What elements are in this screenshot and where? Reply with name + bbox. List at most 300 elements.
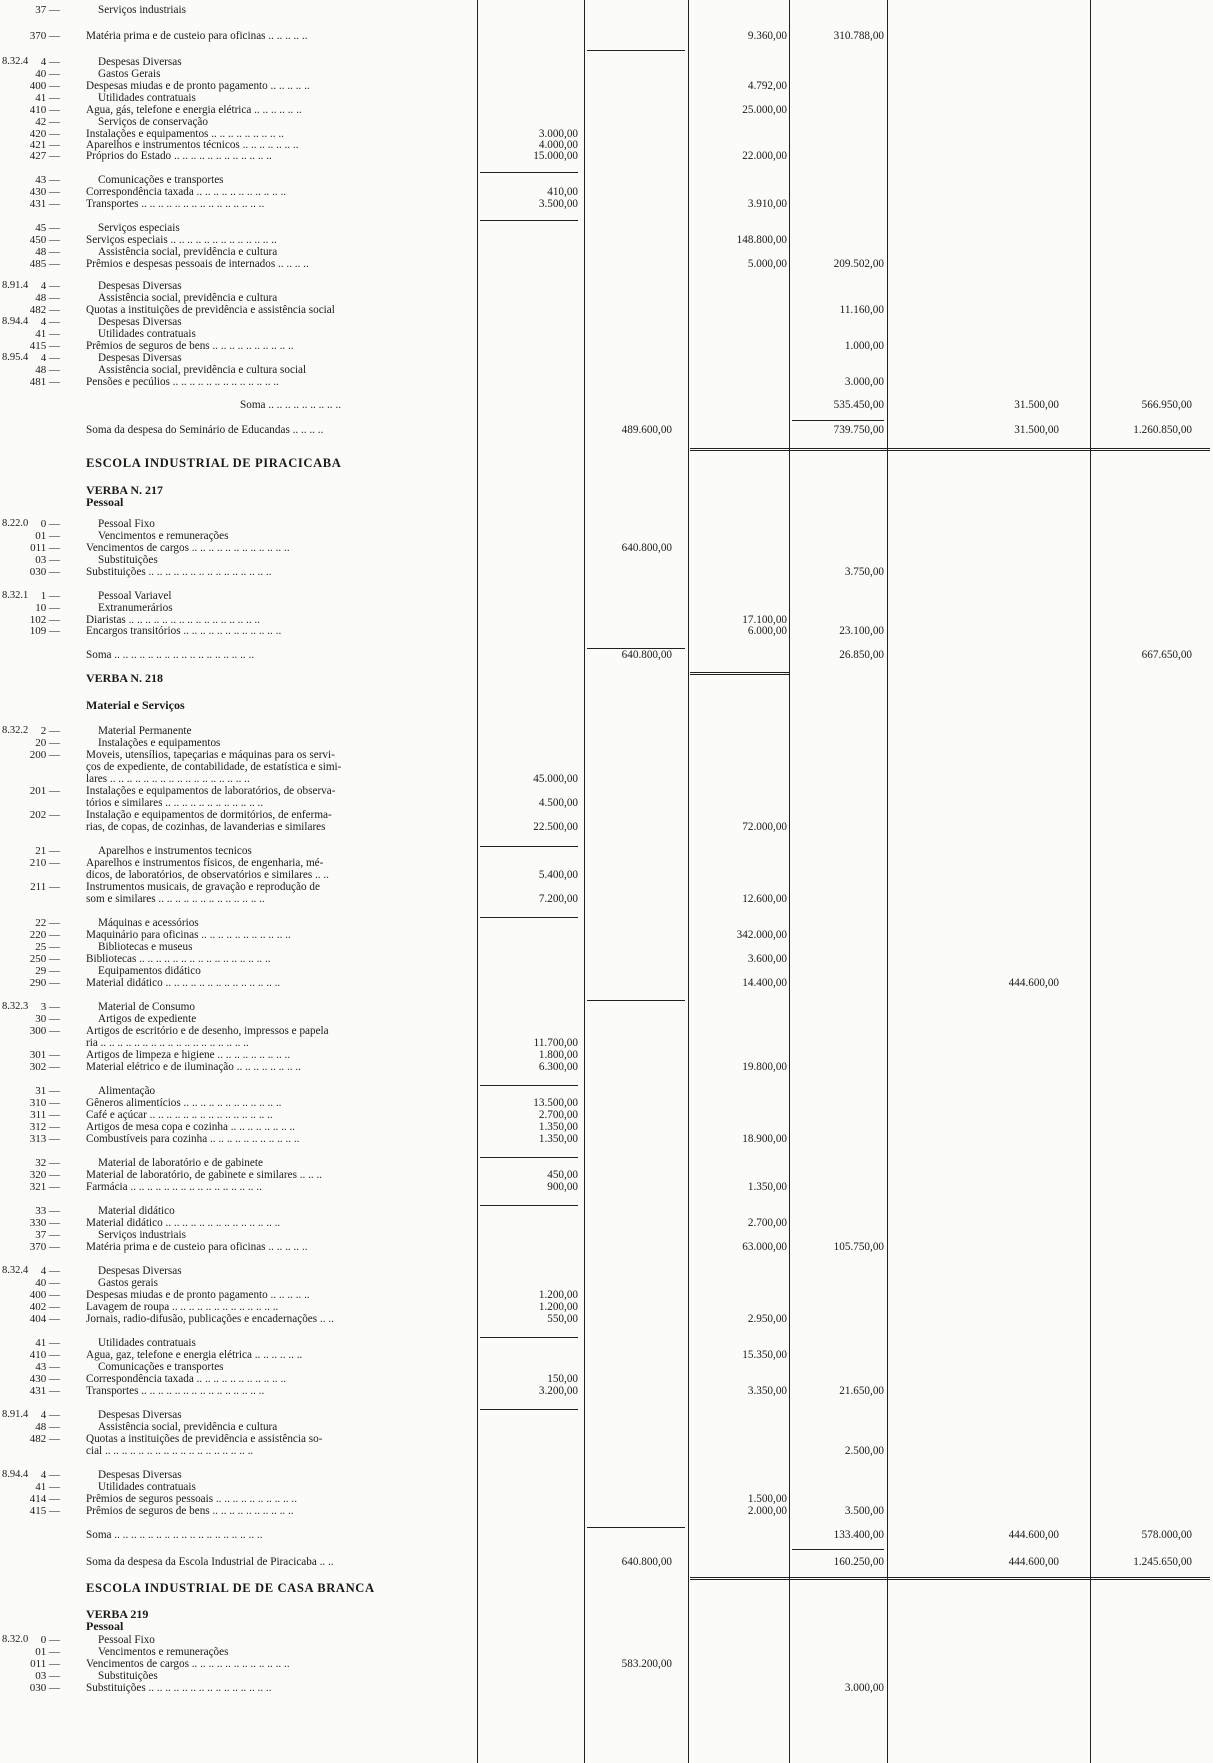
subtotal-rule bbox=[792, 420, 884, 421]
section-code: 8.91.4 bbox=[2, 1409, 29, 1420]
amount-col-1: 3.000,00 bbox=[538, 128, 578, 140]
amount-col-3: 148.800,00 bbox=[736, 234, 787, 246]
amount-col-3: 2.950,00 bbox=[747, 1313, 787, 1325]
amount-col-5: 444.600,00 bbox=[1008, 1529, 1059, 1541]
item-description: Transportes .. .. .. .. .. .. .. .. .. .. .. .. .. .. .. bbox=[86, 1385, 265, 1397]
item-code: 400 — bbox=[29, 80, 60, 92]
item-description: Vencimentos e remunerações bbox=[98, 530, 229, 542]
item-code: 421 — bbox=[29, 139, 60, 151]
item-code: 404 — bbox=[29, 1313, 60, 1325]
amount-col-4: 23.100,00 bbox=[839, 625, 884, 637]
ledger-row bbox=[0, 1384, 1213, 1398]
amount-col-1: 13.500,00 bbox=[533, 1097, 578, 1109]
item-code: 370 — bbox=[29, 30, 60, 42]
amount-col-3: 15.350,00 bbox=[742, 1349, 787, 1361]
item-code: 21 — bbox=[35, 845, 60, 857]
item-code: 43 — bbox=[35, 174, 60, 186]
item-description: Utilidades contratuais bbox=[98, 1337, 196, 1349]
ledger-row bbox=[0, 29, 1213, 43]
item-code: 312 — bbox=[29, 1121, 60, 1133]
amount-col-6: 578.000,00 bbox=[1141, 1529, 1192, 1541]
item-code: 430 — bbox=[29, 1373, 60, 1385]
item-description: Farmácia .. .. .. .. .. .. .. .. .. .. .. .. .. .. .. .. bbox=[86, 1181, 262, 1193]
item-code: 481 — bbox=[29, 376, 60, 388]
amount-col-3: 4.792,00 bbox=[747, 80, 787, 92]
item-description: Instalações e equipamentos bbox=[98, 737, 221, 749]
item-description: Extranumerários bbox=[98, 602, 173, 614]
amount-col-3: 63.000,00 bbox=[742, 1241, 787, 1253]
amount-col-3: 17.100,00 bbox=[742, 614, 787, 626]
amount-col-3: 5.000,00 bbox=[747, 258, 787, 270]
item-description: Assistência social, previdência e cultura social bbox=[98, 364, 307, 376]
ledger-row bbox=[0, 375, 1213, 389]
amount-col-1: 2.700,00 bbox=[538, 1109, 578, 1121]
amount-col-3: 9.360,00 bbox=[747, 30, 787, 42]
ledger-row bbox=[0, 398, 1213, 412]
ledger-row bbox=[0, 456, 1213, 470]
item-code: 31 — bbox=[35, 1085, 60, 1097]
item-description: Despesas miudas e de pronto pagamento .. .. .. .. .. bbox=[86, 80, 310, 92]
item-code: 48 — bbox=[35, 1421, 60, 1433]
item-description: Bibliotecas .. .. .. .. .. .. .. .. .. .. .. .. .. .. .. .. bbox=[86, 953, 271, 965]
amount-col-4: 21.650,00 bbox=[839, 1385, 884, 1397]
item-code: 4 — bbox=[40, 1469, 60, 1481]
item-description: Vencimentos de cargos .. .. .. .. .. .. .. .. .. .. .. .. bbox=[86, 1658, 290, 1670]
total-rule bbox=[690, 1577, 1210, 1580]
item-description: Pessoal Fixo bbox=[98, 518, 155, 530]
item-code: 011 — bbox=[30, 1658, 60, 1670]
item-code: 311 — bbox=[30, 1109, 60, 1121]
ledger-row bbox=[0, 1132, 1213, 1146]
amount-col-3: 1.350,00 bbox=[747, 1181, 787, 1193]
item-code: 3 — bbox=[40, 1001, 60, 1013]
item-description: Agua, gás, telefone e energia elétrica .. .. .. .. .. .. bbox=[86, 104, 302, 116]
amount-col-1: 410,00 bbox=[547, 186, 578, 198]
section-code: 8.32.4 bbox=[2, 56, 29, 67]
item-description: VERBA N. 218 bbox=[86, 671, 164, 685]
amount-col-4: 11.160,00 bbox=[839, 304, 884, 316]
amount-col-5: 31.500,00 bbox=[1014, 424, 1059, 436]
ledger-row bbox=[0, 1060, 1213, 1074]
item-code: 310 — bbox=[29, 1097, 60, 1109]
amount-col-6: 667.650,00 bbox=[1141, 649, 1192, 661]
item-description: Despesas Diversas bbox=[98, 352, 182, 364]
item-description: Serviços de conservação bbox=[98, 116, 208, 128]
item-description: Soma .. .. .. .. .. .. .. .. .. .. .. .. .. .. .. .. .. .. bbox=[86, 1529, 263, 1541]
amount-col-3: 12.600,00 bbox=[742, 893, 787, 905]
item-description: Vencimentos de cargos .. .. .. .. .. .. .. .. .. .. .. .. bbox=[86, 542, 290, 554]
item-code: 290 — bbox=[29, 977, 60, 989]
item-code: 415 — bbox=[29, 1505, 60, 1517]
item-description: Serviços industriais bbox=[98, 1229, 186, 1241]
item-description: Prêmios de seguros de bens .. .. .. .. .. .. .. .. .. .. bbox=[86, 1505, 294, 1517]
item-code: 32 — bbox=[35, 1157, 60, 1169]
item-description: dicos, de laboratórios, de observatórios e similares .. .. bbox=[86, 869, 329, 881]
item-code: 4 — bbox=[40, 316, 60, 328]
item-description: Correspondência taxada .. .. .. .. .. .. .. .. .. .. .. bbox=[86, 1373, 287, 1385]
item-description: Material didático .. .. .. .. .. .. .. .. .. .. .. .. .. .. bbox=[86, 1217, 281, 1229]
amount-col-1: 11.700,00 bbox=[533, 1037, 578, 1049]
item-description: Pessoal Fixo bbox=[98, 1634, 155, 1646]
amount-col-3: 22.000,00 bbox=[742, 150, 787, 162]
item-description: Material didático bbox=[98, 1205, 175, 1217]
item-code: 450 — bbox=[29, 234, 60, 246]
item-description: Combustíveis para cozinha .. .. .. .. .. .. .. .. .. .. .. bbox=[86, 1133, 300, 1145]
item-description: Artigos de expediente bbox=[98, 1013, 197, 1025]
item-code: 300 — bbox=[29, 1025, 60, 1037]
amount-col-1: 3.200,00 bbox=[538, 1385, 578, 1397]
item-description: Material de laboratório e de gabinete bbox=[98, 1157, 263, 1169]
amount-col-5: 31.500,00 bbox=[1014, 399, 1059, 411]
amount-col-1: 150,00 bbox=[547, 1373, 578, 1385]
item-description: Utilidades contratuais bbox=[98, 328, 196, 340]
amount-col-1: 900,00 bbox=[547, 1181, 578, 1193]
amount-col-1: 1.800,00 bbox=[538, 1049, 578, 1061]
item-description: Material elétrico e de iluminação .. .. .. .. .. .. .. .. bbox=[86, 1061, 301, 1073]
item-description: cial .. .. .. .. .. .. .. .. .. .. .. .. .. .. .. .. .. .. bbox=[86, 1445, 254, 1457]
amount-col-1: 45.000,00 bbox=[533, 773, 578, 785]
item-code: 03 — bbox=[35, 554, 60, 566]
item-description: Despesas miudas e de pronto pagamento .. .. .. .. .. bbox=[86, 1289, 310, 1301]
amount-col-3: 19.800,00 bbox=[742, 1061, 787, 1073]
item-code: 109 — bbox=[29, 625, 60, 637]
item-code: 41 — bbox=[35, 1481, 60, 1493]
amount-col-1: 1.200,00 bbox=[538, 1301, 578, 1313]
ledger-row bbox=[0, 197, 1213, 211]
item-description: Pensões e pecúlios .. .. .. .. .. .. .. .. .. .. .. .. .. bbox=[86, 376, 279, 388]
item-code: 41 — bbox=[35, 328, 60, 340]
item-description: Quotas a instituições de previdência e assistência social bbox=[86, 304, 335, 316]
item-description: Soma .. .. .. .. .. .. .. .. .. bbox=[240, 399, 341, 411]
amount-col-3: 3.910,00 bbox=[747, 198, 787, 210]
item-description: Moveis, utensílios, tapeçarias e máquinas para os servi- bbox=[86, 749, 335, 761]
amount-col-5: 444.600,00 bbox=[1008, 977, 1059, 989]
item-code: 41 — bbox=[35, 1337, 60, 1349]
item-description: Aparelhos e instrumentos técnicos .. .. .. .. .. .. .. bbox=[86, 139, 299, 151]
item-code: 42 — bbox=[35, 116, 60, 128]
amount-col-3: 14.400,00 bbox=[742, 977, 787, 989]
item-description: VERBA N. 217 bbox=[86, 483, 164, 497]
amount-col-3: 25.000,00 bbox=[742, 104, 787, 116]
item-code: 20 — bbox=[35, 737, 60, 749]
amount-col-1: 1.350,00 bbox=[538, 1121, 578, 1133]
amount-col-1: 15.000,00 bbox=[533, 150, 578, 162]
ledger-row bbox=[0, 976, 1213, 990]
item-description: Prêmios de seguros de bens .. .. .. .. .. .. .. .. .. .. bbox=[86, 340, 294, 352]
section-code: 8.94.4 bbox=[2, 1469, 29, 1480]
item-code: 33 — bbox=[35, 1205, 60, 1217]
ledger-row bbox=[0, 671, 1213, 685]
item-code: 420 — bbox=[29, 128, 60, 140]
item-description: Utilidades contratuais bbox=[98, 1481, 196, 1493]
item-code: 313 — bbox=[29, 1133, 60, 1145]
amount-col-1: 5.400,00 bbox=[538, 869, 578, 881]
item-code: 0 — bbox=[40, 518, 60, 530]
item-code: 210 — bbox=[29, 857, 60, 869]
item-description: ria .. .. .. .. .. .. .. .. .. .. .. .. .. .. .. .. .. .. bbox=[86, 1037, 249, 1049]
amount-col-3: 1.500,00 bbox=[747, 1493, 787, 1505]
item-description: Gêneros alimentícios .. .. .. .. .. .. .. .. .. .. .. .. bbox=[86, 1097, 282, 1109]
item-code: 4 — bbox=[40, 1409, 60, 1421]
amount-col-4: 3.500,00 bbox=[844, 1505, 884, 1517]
item-description: Despesas Diversas bbox=[98, 1265, 182, 1277]
section-code: 8.22.0 bbox=[2, 518, 29, 529]
item-description: Serviços especiais .. .. .. .. .. .. .. .. .. .. .. .. .. bbox=[86, 234, 277, 246]
item-description: Matéria prima e de custeio para oficinas .. .. .. .. .. bbox=[86, 30, 308, 42]
amount-col-2: 640.800,00 bbox=[621, 1556, 672, 1568]
item-description: Comunicações e transportes bbox=[98, 1361, 224, 1373]
item-description: Equipamentos didático bbox=[98, 965, 201, 977]
item-description: Próprios do Estado .. .. .. .. .. .. .. .. .. .. .. .. bbox=[86, 150, 272, 162]
item-description: Serviços especiais bbox=[98, 222, 180, 234]
amount-col-6: 566.950,00 bbox=[1141, 399, 1192, 411]
item-code: 431 — bbox=[29, 198, 60, 210]
section-code: 8.91.4 bbox=[2, 280, 29, 291]
amount-col-1: 450,00 bbox=[547, 1169, 578, 1181]
amount-col-2: 489.600,00 bbox=[621, 424, 672, 436]
ledger-row bbox=[0, 1180, 1213, 1194]
amount-col-3: 18.900,00 bbox=[742, 1133, 787, 1145]
item-description: Matéria prima e de custeio para oficinas .. .. .. .. .. bbox=[86, 1241, 308, 1253]
ledger-row bbox=[0, 1312, 1213, 1326]
item-code: 1 — bbox=[40, 590, 60, 602]
item-description: Substituições bbox=[98, 554, 158, 566]
item-code: 250 — bbox=[29, 953, 60, 965]
amount-col-4: 3.750,00 bbox=[844, 566, 884, 578]
item-description: Despesas Diversas bbox=[98, 280, 182, 292]
item-description: Despesas Diversas bbox=[98, 1469, 182, 1481]
item-code: 220 — bbox=[29, 929, 60, 941]
item-description: Material de laboratório, de gabinete e similares .. .. .. bbox=[86, 1169, 323, 1181]
amount-col-1: 1.200,00 bbox=[538, 1289, 578, 1301]
amount-col-3: 342.000,00 bbox=[736, 929, 787, 941]
item-description: Soma da despesa do Seminário de Educandas .. .. .. .. bbox=[86, 424, 324, 436]
item-description: Bibliotecas e museus bbox=[98, 941, 193, 953]
ledger-row bbox=[0, 3, 1213, 17]
item-description: Correspondência taxada .. .. .. .. .. .. .. .. .. .. .. bbox=[86, 186, 287, 198]
ledger-row bbox=[0, 1581, 1213, 1595]
ledger-row bbox=[0, 624, 1213, 638]
total-rule bbox=[690, 448, 1210, 451]
item-description: rias, de copas, de cozinhas, de lavanderias e similares bbox=[86, 821, 326, 833]
item-description: Instalações e equipamentos de laboratórios, de observa- bbox=[86, 785, 336, 797]
amount-col-4: 310.788,00 bbox=[833, 30, 884, 42]
amount-col-1: 550,00 bbox=[547, 1313, 578, 1325]
item-description: Vencimentos e remunerações bbox=[98, 1646, 229, 1658]
item-code: 011 — bbox=[30, 542, 60, 554]
item-code: 402 — bbox=[29, 1301, 60, 1313]
item-description: Substituições .. .. .. .. .. .. .. .. .. .. .. .. .. .. .. bbox=[86, 566, 272, 578]
amount-col-3: 3.350,00 bbox=[747, 1385, 787, 1397]
item-description: Prêmios de seguros pessoais .. .. .. .. .. .. .. .. .. .. bbox=[86, 1493, 297, 1505]
item-description: Café e açúcar .. .. .. .. .. .. .. .. .. .. .. .. .. .. .. bbox=[86, 1109, 273, 1121]
item-description: Serviços industriais bbox=[98, 4, 186, 16]
ledger-row bbox=[0, 1528, 1213, 1542]
amount-col-5: 444.600,00 bbox=[1008, 1556, 1059, 1568]
item-code: 40 — bbox=[35, 1277, 60, 1289]
item-description: Gastos gerais bbox=[98, 1277, 158, 1289]
item-description: Comunicações e transportes bbox=[98, 174, 224, 186]
item-description: Material Permanente bbox=[98, 725, 192, 737]
item-code: 030 — bbox=[29, 1682, 60, 1694]
item-description: tórios e similares .. .. .. .. .. .. .. .. .. .. .. .. bbox=[86, 797, 264, 809]
amount-col-2: 640.800,00 bbox=[621, 542, 672, 554]
amount-col-1: 7.200,00 bbox=[538, 893, 578, 905]
item-code: 030 — bbox=[29, 566, 60, 578]
item-description: Soma .. .. .. .. .. .. .. .. .. .. .. .. .. .. .. .. .. bbox=[86, 649, 255, 661]
item-description: Pessoal bbox=[86, 495, 124, 509]
amount-col-1: 1.350,00 bbox=[538, 1133, 578, 1145]
item-description: Despesas Diversas bbox=[98, 1409, 182, 1421]
item-code: 320 — bbox=[29, 1169, 60, 1181]
item-description: Assistência social, previdência e cultura bbox=[98, 292, 278, 304]
item-code: 202 — bbox=[29, 809, 60, 821]
amount-col-2: 640.800,00 bbox=[621, 649, 672, 661]
item-description: Agua, gaz, telefone e energia elétrica .. .. .. .. .. .. bbox=[86, 1349, 303, 1361]
item-description: Artigos de limpeza e higiene .. .. .. .. .. .. .. .. .. bbox=[86, 1049, 291, 1061]
amount-col-3: 6.000,00 bbox=[747, 625, 787, 637]
ledger-row bbox=[0, 1504, 1213, 1518]
amount-col-4: 133.400,00 bbox=[833, 1529, 884, 1541]
item-description: ESCOLA INDUSTRIAL DE PIRACICABA bbox=[86, 456, 342, 470]
amount-col-4: 535.450,00 bbox=[833, 399, 884, 411]
item-code: 485 — bbox=[29, 258, 60, 270]
item-description: som e similares .. .. .. .. .. .. .. .. .. .. .. .. .. bbox=[86, 893, 265, 905]
item-code: 211 — bbox=[30, 881, 60, 893]
item-description: Material didático .. .. .. .. .. .. .. .. .. .. .. .. .. .. bbox=[86, 977, 281, 989]
item-code: 43 — bbox=[35, 1361, 60, 1373]
item-code: 22 — bbox=[35, 917, 60, 929]
item-description: Utilidades contratuais bbox=[98, 92, 196, 104]
item-code: 330 — bbox=[29, 1217, 60, 1229]
ledger-row bbox=[0, 698, 1213, 712]
ledger-row bbox=[0, 820, 1213, 834]
item-code: 4 — bbox=[40, 56, 60, 68]
item-code: 03 — bbox=[35, 1670, 60, 1682]
ledger-row bbox=[0, 565, 1213, 579]
item-description: Instrumentos musicais, de gravação e reprodução de bbox=[86, 881, 320, 893]
item-code: 01 — bbox=[35, 530, 60, 542]
item-code: 25 — bbox=[35, 941, 60, 953]
item-code: 410 — bbox=[29, 104, 60, 116]
amount-col-3: 3.600,00 bbox=[747, 953, 787, 965]
item-code: 4 — bbox=[40, 280, 60, 292]
subtotal-rule bbox=[587, 50, 685, 51]
amount-col-1: 22.500,00 bbox=[533, 821, 578, 833]
item-description: ESCOLA INDUSTRIAL DE DE CASA BRANCA bbox=[86, 1581, 375, 1595]
ledger-row bbox=[0, 1240, 1213, 1254]
item-description: Diaristas .. .. .. .. .. .. .. .. .. .. .. .. .. .. .. .. bbox=[86, 614, 261, 626]
section-code: 8.32.1 bbox=[2, 590, 29, 601]
item-description: Despesas Diversas bbox=[98, 56, 182, 68]
ledger-row bbox=[0, 1444, 1213, 1458]
ledger-row bbox=[0, 149, 1213, 163]
item-code: 4 — bbox=[40, 352, 60, 364]
item-description: Assistência social, previdência e cultura bbox=[98, 1421, 278, 1433]
item-description: Máquinas e acessórios bbox=[98, 917, 199, 929]
item-description: Pessoal bbox=[86, 1619, 124, 1633]
amount-col-4: 160.250,00 bbox=[833, 1556, 884, 1568]
item-description: Jornais, radio-difusão, publicações e encadernações .. .. bbox=[86, 1313, 334, 1325]
item-code: 37 — bbox=[35, 4, 60, 16]
amount-col-4: 3.000,00 bbox=[844, 1682, 884, 1694]
item-code: 30 — bbox=[35, 1013, 60, 1025]
amount-col-1: 6.300,00 bbox=[538, 1061, 578, 1073]
amount-col-1: 4.000,00 bbox=[538, 139, 578, 151]
item-code: 200 — bbox=[29, 749, 60, 761]
item-description: Pessoal Variavel bbox=[98, 590, 172, 602]
amount-col-4: 2.500,00 bbox=[844, 1445, 884, 1457]
amount-col-3: 72.000,00 bbox=[742, 821, 787, 833]
item-description: Instalação e equipamentos de dormitórios, de enferma- bbox=[86, 809, 332, 821]
section-code: 8.32.4 bbox=[2, 1265, 29, 1276]
amount-col-6: 1.260.850,00 bbox=[1133, 424, 1192, 436]
item-code: 48 — bbox=[35, 246, 60, 258]
item-description: Maquinário para oficinas .. .. .. .. .. .. .. .. .. .. .. bbox=[86, 929, 291, 941]
item-description: Gastos Gerais bbox=[98, 68, 161, 80]
amount-col-3: 2.000,00 bbox=[747, 1505, 787, 1517]
subtotal-rule bbox=[792, 1549, 884, 1550]
item-description: Aparelhos e instrumentos físicos, de engenharia, mé- bbox=[86, 857, 324, 869]
item-description: VERBA 219 bbox=[86, 1607, 149, 1621]
item-code: 4 — bbox=[40, 1265, 60, 1277]
section-code: 8.32.3 bbox=[2, 1001, 29, 1012]
item-description: ços de expediente, de contabilidade, de estatística e simi- bbox=[86, 761, 342, 773]
item-code: 415 — bbox=[29, 340, 60, 352]
item-code: 414 — bbox=[29, 1493, 60, 1505]
ledger-row bbox=[0, 495, 1213, 509]
item-description: Lavagem de roupa .. .. .. .. .. .. .. .. .. .. .. .. .. bbox=[86, 1301, 279, 1313]
ledger-row bbox=[0, 892, 1213, 906]
item-code: 48 — bbox=[35, 364, 60, 376]
item-description: Artigos de mesa copa e cozinha .. .. .. .. .. .. .. .. bbox=[86, 1121, 296, 1133]
item-description: Encargos transitórios .. .. .. .. .. .. .. .. .. .. .. .. bbox=[86, 625, 282, 637]
item-description: Substituições .. .. .. .. .. .. .. .. .. .. .. .. .. .. .. bbox=[86, 1682, 272, 1694]
amount-col-1: 4.500,00 bbox=[538, 797, 578, 809]
item-code: 302 — bbox=[29, 1061, 60, 1073]
item-description: Artigos de escritório e de desenho, impressos e papela bbox=[86, 1025, 329, 1037]
item-description: Aparelhos e instrumentos tecnicos bbox=[98, 845, 252, 857]
amount-col-4: 105.750,00 bbox=[833, 1241, 884, 1253]
section-code: 8.32.0 bbox=[2, 1634, 29, 1645]
item-description: Instalações e equipamentos .. .. .. .. .. .. .. .. .. bbox=[86, 128, 284, 140]
section-code: 8.95.4 bbox=[2, 352, 29, 363]
item-code: 102 — bbox=[29, 614, 60, 626]
item-code: 29 — bbox=[35, 965, 60, 977]
ledger-row bbox=[0, 1619, 1213, 1633]
section-code: 8.32.2 bbox=[2, 725, 29, 736]
item-code: 10 — bbox=[35, 602, 60, 614]
item-code: 2 — bbox=[40, 725, 60, 737]
amount-col-4: 209.502,00 bbox=[833, 258, 884, 270]
item-description: Substituições bbox=[98, 1670, 158, 1682]
amount-col-2: 583.200,00 bbox=[621, 1658, 672, 1670]
item-description: Alimentação bbox=[98, 1085, 156, 1097]
item-code: 410 — bbox=[29, 1349, 60, 1361]
item-code: 427 — bbox=[29, 150, 60, 162]
item-description: Transportes .. .. .. .. .. .. .. .. .. .. .. .. .. .. .. bbox=[86, 198, 265, 210]
item-description: Material de Consumo bbox=[98, 1001, 195, 1013]
ledger-row bbox=[0, 423, 1213, 437]
ledger-row bbox=[0, 257, 1213, 271]
item-code: 321 — bbox=[29, 1181, 60, 1193]
item-code: 01 — bbox=[35, 1646, 60, 1658]
amount-col-4: 3.000,00 bbox=[844, 376, 884, 388]
item-code: 301 — bbox=[29, 1049, 60, 1061]
item-code: 45 — bbox=[35, 222, 60, 234]
item-description: lares .. .. .. .. .. .. .. .. .. .. .. .. .. .. .. .. .. bbox=[86, 773, 250, 785]
item-description: Prêmios e despesas pessoais de internados .. .. .. .. bbox=[86, 258, 309, 270]
